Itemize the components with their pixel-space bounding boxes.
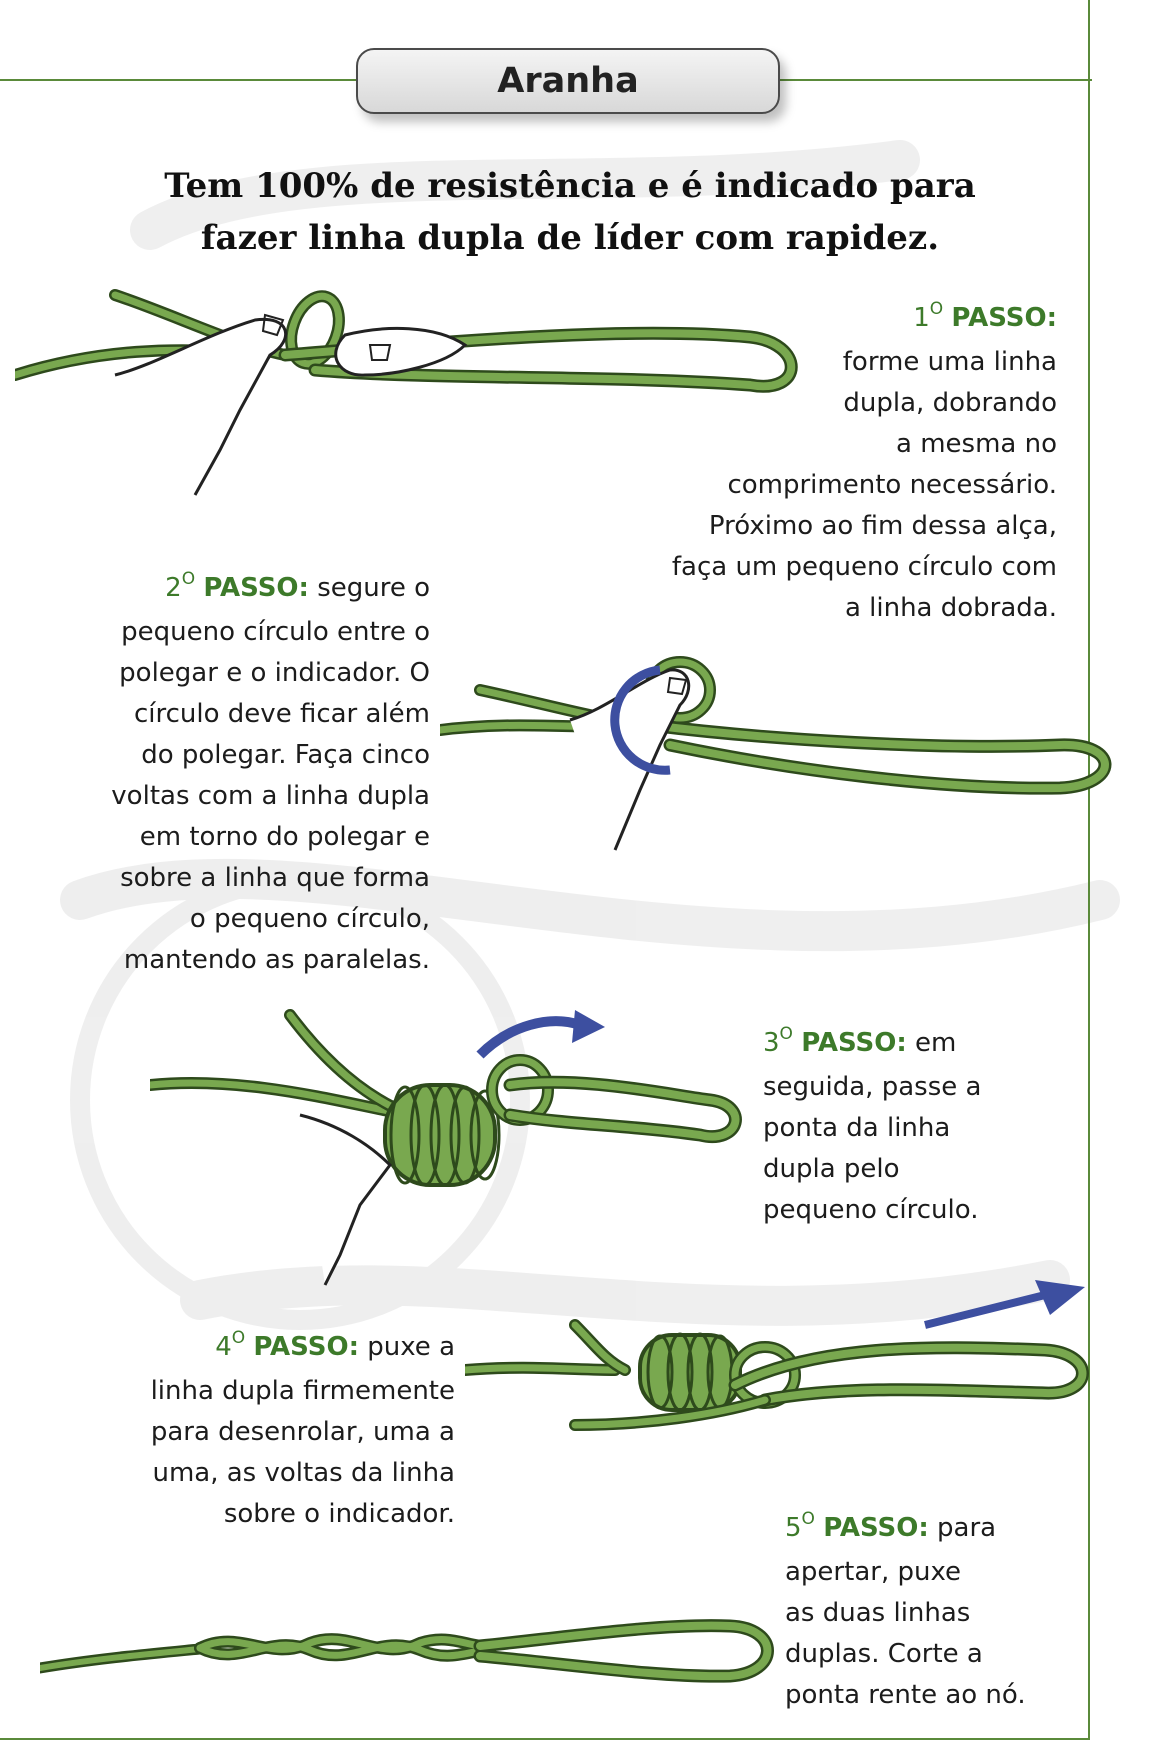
step-number: 5 [785,1513,802,1543]
step-1-line: comprimento necessário. [727,470,1057,500]
step-5-line: as duas linhas [785,1598,971,1628]
step-5-heading [785,1508,1085,1552]
wraps-illustration [150,1005,750,1290]
step-3-line: pequeno círculo. [763,1195,979,1225]
step-2-line: sobre a linha que forma [120,863,430,893]
subtitle-line: fazer linha dupla de líder com rapidez. [200,218,940,258]
step-1-line: Próximo ao fim dessa alça, [708,511,1057,541]
frame-bottom-rule [0,1738,1090,1740]
step-2-text [50,568,430,981]
step-5-line: duplas. Corte a [785,1639,983,1669]
step-2-first-line: segure o [317,573,430,603]
title-banner [356,48,780,114]
step-number: 4 [215,1332,232,1362]
step-3-line: ponta da linha [763,1113,951,1143]
step-2-heading [50,568,430,612]
step-label: PASSO: [823,1513,929,1543]
subtitle [150,160,990,264]
step-3-line: dupla pelo [763,1154,900,1184]
step-label: PASSO: [951,303,1057,333]
ordinal-marker: O [181,569,196,589]
hand-wrap-illustration [440,650,1120,870]
step-2-line: o pequeno círculo, [189,904,430,934]
step-number: 2 [165,573,182,603]
step-4-text [90,1327,455,1535]
ordinal-marker: O [929,299,944,319]
step-5-first-line: para [937,1513,997,1543]
step-3-text [763,1023,1083,1231]
finished-knot-illustration [40,1588,780,1688]
frame-right-rule [1088,0,1090,1740]
step-3-first-line: em [915,1028,957,1058]
step-4-first-line: puxe a [367,1332,455,1362]
step-1-line: a mesma no [896,429,1057,459]
step-5-line: ponta rente ao nó. [785,1680,1026,1710]
step-5-text [785,1508,1085,1716]
step-2-line: em torno do polegar e [139,822,430,852]
ordinal-marker: O [779,1024,793,1044]
step-2-line: pequeno círculo entre o [121,617,430,647]
step-label: PASSO: [801,1028,907,1058]
page-title: Aranha [497,61,639,101]
step-1-text [577,298,1057,629]
step-number: 3 [763,1028,780,1058]
step-2-line: círculo deve ficar além [134,699,430,729]
step-label: PASSO: [203,573,309,603]
step-label: PASSO: [253,1332,359,1362]
step-4-line: linha dupla firmemente [150,1376,455,1406]
step-4-heading [90,1327,455,1371]
step-1-line: a linha dobrada. [844,593,1057,623]
step-4-line: para desenrolar, uma a [150,1417,455,1447]
step-3-line: seguida, passe a [763,1072,982,1102]
ordinal-marker: O [231,1328,246,1348]
step-2-line: mantendo as paralelas. [123,945,430,975]
step-number: 1 [913,303,930,333]
step-1-line: faça um pequeno círculo com [671,552,1057,582]
ordinal-marker: O [801,1509,815,1529]
step-2-line: do polegar. Faça cinco [141,740,430,770]
step-1-heading [577,298,1057,342]
step-2-line: polegar e o indicador. O [119,658,430,688]
step-3-heading [763,1023,1083,1067]
subtitle-line: Tem 100% de resistência e é indicado para [164,166,976,206]
step-1-line: forme uma linha [842,347,1057,377]
step-1-line: dupla, dobrando [843,388,1057,418]
pull-knot-illustration [465,1275,1125,1455]
step-5-line: apertar, puxe [785,1557,962,1587]
step-4-line: sobre o indicador. [223,1499,455,1529]
step-4-line: uma, as voltas da linha [152,1458,455,1488]
step-2-line: voltas com a linha dupla [111,781,430,811]
